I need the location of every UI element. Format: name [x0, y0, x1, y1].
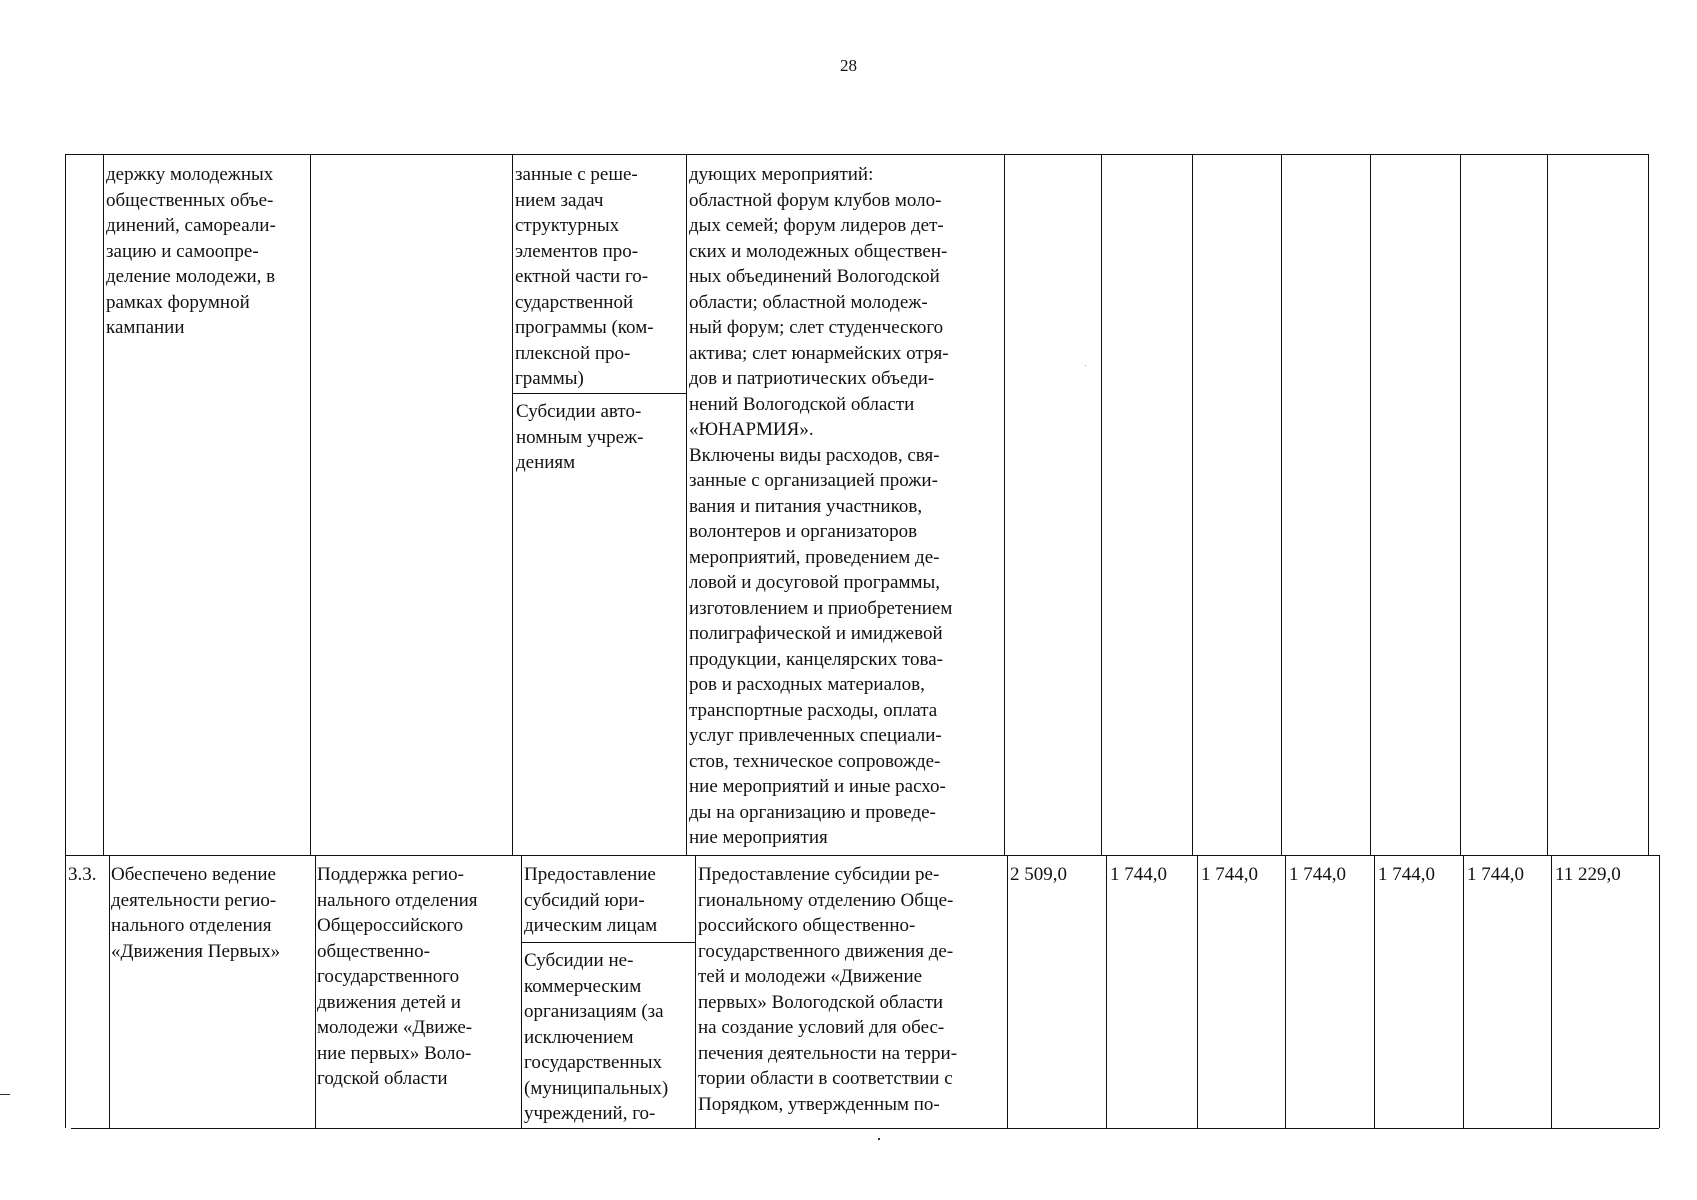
row-divider: [65, 855, 1659, 856]
measure-name-cell: держку молодежных общественных объе- динений, самореали- зацию и самоопре- деление молодежи, в рамках форумной кампании: [106, 164, 276, 338]
col-border: [1106, 855, 1107, 1128]
col-border: [1101, 154, 1102, 855]
col-border: [1547, 154, 1548, 855]
col-border: [686, 154, 687, 855]
mechanism-cell: Поддержка регио- нального отделения Общероссийского общественно- государственного движения детей и молодежи «Движе- ние первых» Воло- годской области: [317, 864, 478, 1089]
expense-type-cell: занные с реше- нием задач структурных элементов про- ектной части го- сударственной программы (ком- плексной про- граммы): [515, 164, 654, 389]
col-border: [1551, 855, 1552, 1128]
scan-artifact: [0, 1094, 10, 1095]
amount-cell: 1 744,0: [1467, 864, 1524, 885]
col-border: [1370, 154, 1371, 855]
table-top-border: [65, 154, 1648, 155]
expense-type-cell: Предоставление субсидий юри- дическим лицам: [524, 864, 658, 936]
col-border: [1285, 855, 1286, 1128]
row-number-cell: 3.3.: [68, 864, 97, 885]
scan-artifact: [1085, 365, 1086, 366]
col-border: [65, 154, 66, 1128]
col-border: [1281, 154, 1282, 855]
amount-cell: 1 744,0: [1289, 864, 1346, 885]
col-border: [1197, 855, 1198, 1128]
col-border: [1648, 154, 1649, 855]
amount-cell: 1 744,0: [1378, 864, 1435, 885]
col-border: [310, 154, 311, 855]
col-border: [512, 154, 513, 855]
expense-type-cell: Субсидии не- коммерческим организациям (за исключением государственных (муниципальных) учреждений, го-: [524, 950, 669, 1124]
description-cell: дующих мероприятий: областной форум клубов моло- дых семей; форум лидеров дет- ских и молодежных обществен- ных объединений Вологодской области; областной молодеж- ный форум; слет студенческого актива; слет юнармейских отря- дов и патриотических объеди- нений Вологодской области «ЮНАРМИЯ». Включены виды расходов, свя- занные с организацией прожи- вания и питания участников, волонтеров и организаторов мероприятий, проведением де- ловой и досуговой программы, изготовлением и приобретением полиграфической и имиджевой продукции, канцелярских това- ров и расходных материалов, транспортные расходы, оплата услуг привлеченных специали- стов, техническое сопровожде- ние мероприятий и иные расхо- ды на организацию и проведе- ние мероприятия: [689, 164, 953, 848]
col-border: [1192, 154, 1193, 855]
measure-name-cell: Обеспечено ведение деятельности регио- нального отделения «Движения Первых»: [111, 864, 281, 962]
col-border: [1374, 855, 1375, 1128]
col-border: [1463, 855, 1464, 1128]
page-number: 28: [840, 56, 857, 75]
col-border: [1659, 855, 1660, 1128]
expense-type-cell: Субсидии авто- номным учреж- дениям: [516, 401, 644, 473]
table-bottom-border: [71, 1128, 1659, 1129]
description-cell: Предоставление субсидии ре- гиональному отделению Обще- российского общественно- государственного движения де- тей и молодежи «Движение первых» Вологодской области на создание условий для обес- печения деятельности на терри- тории области в соответствии с Порядком, утвержденным по-: [698, 864, 958, 1115]
scan-artifact: [878, 1138, 880, 1140]
total-amount-cell: 11 229,0: [1555, 864, 1621, 885]
amount-cell: 2 509,0: [1010, 864, 1067, 885]
subcell-divider-bottom: [521, 942, 695, 943]
col-border: [1007, 855, 1008, 1128]
amount-cell: 1 744,0: [1110, 864, 1167, 885]
col-border: [103, 154, 104, 855]
subcell-divider-top: [513, 393, 686, 394]
amount-cell: 1 744,0: [1201, 864, 1258, 885]
col-border: [1004, 154, 1005, 855]
col-border: [521, 855, 522, 1128]
col-border: [1460, 154, 1461, 855]
